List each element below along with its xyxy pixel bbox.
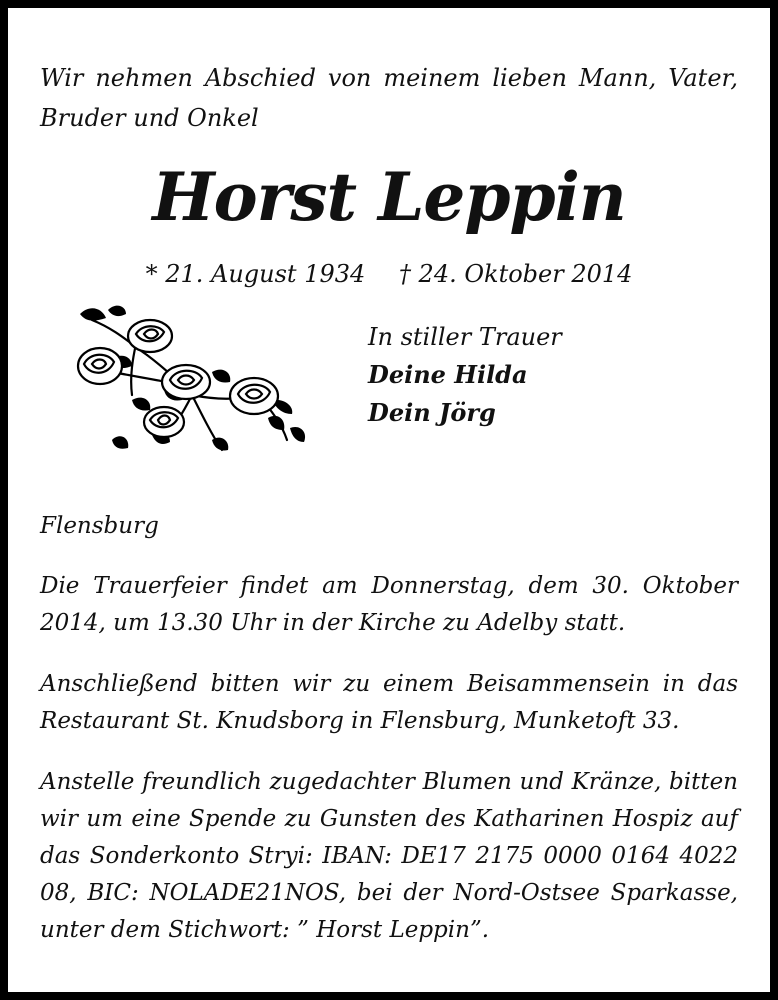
mourning-phrase: In stiller Trauer [368,323,562,351]
death-date: † 24. Oktober 2014 [398,260,633,288]
donation-paragraph: Anstelle freundlich zugedachter Blumen und Kränze, bitten wir um eine Spende zu Gunsten des Katharinen Hospiz auf das Sonderkonto Stryi: IBAN: DE17 2175 0000 0164 4022 08, BIC: NOLADE21NOS, bei der Nord-Ostsee Sparkasse, unter dem Stichwort: ” Horst Leppin”. [40,769,738,943]
mourner-hilda: Deine Hilda [368,360,528,389]
mourners-block [368,318,562,432]
mourner-joerg: Dein Jörg [368,398,496,427]
ceremony-paragraph: Die Trauerfeier findet am Donnerstag, dem 30. Oktober 2014, um 13.30 Uhr in der Kirche zu Adelby statt. [40,573,738,636]
gathering-paragraph: Anschließend bitten wir zu einem Beisammensein in das Restaurant St. Knudsborg in Flensburg, Munketoft 33. [40,671,738,734]
intro-text: Wir nehmen Abschied von meinem lieben Mann, Vater, Bruder und Onkel [40,64,738,132]
birth-date: * 21. August 1934 [145,260,366,288]
roses-icon [72,300,312,465]
deceased-name: Horst Leppin [152,158,626,236]
city-name: Flensburg [40,513,159,539]
life-dates [8,258,770,290]
